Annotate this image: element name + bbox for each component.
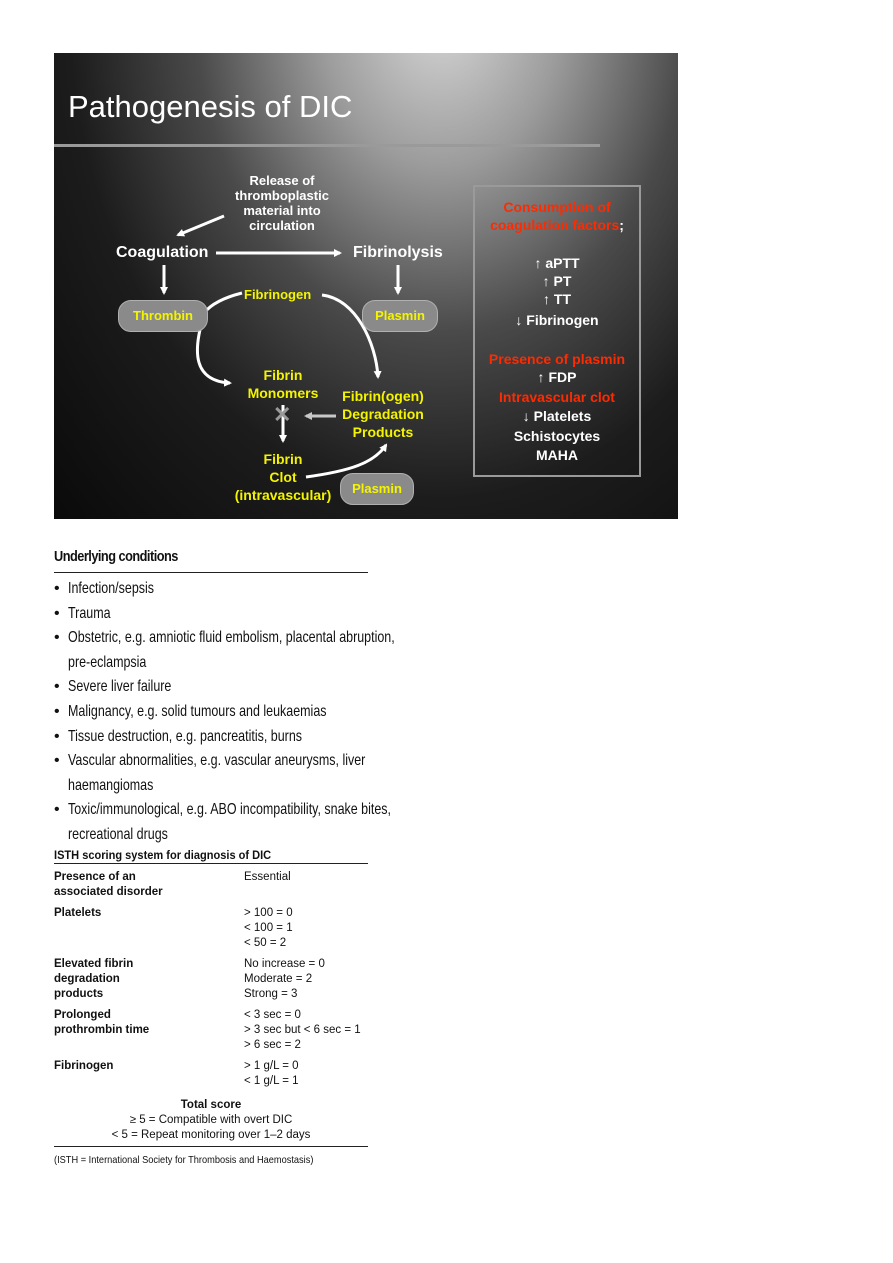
aptt-line: ↑ aPTT <box>534 255 580 271</box>
fibrinogen-label: Fibrinogen <box>244 287 312 302</box>
fibrinogen-line: ↓ Fibrinogen <box>515 312 599 328</box>
list-item: • Trauma <box>54 602 368 627</box>
coagulation-label: Coagulation <box>116 244 209 261</box>
plasmin-pill-bottom: Plasmin <box>340 473 414 505</box>
tt-line: ↑ TT <box>543 291 571 307</box>
list-item: • Obstetric, e.g. amniotic fluid embolism, placental abruption, pre-eclampsia <box>54 626 368 675</box>
release-label: Release of thromboplastic material into circulation <box>235 173 329 233</box>
plasmin-pill-top: Plasmin <box>362 300 438 332</box>
arrow-fibrinogen-curve-left <box>204 293 242 313</box>
total-score: Total score ≥ 5 = Compatible with overt DIC < 5 = Repeat monitoring over 1–2 days <box>111 1099 311 1141</box>
isth-scoring-table: ISTH scoring system for diagnosis of DIC Presence of an associated disorder Essential Platelets > 100 = 0 < 100 = 1 < 50 = 2 Elevated fibrin degradation products No increase = 0 Moderate = 2 Strong = 3 Prolonged prothrombin time < 3 sec = 0 > 3 sec but < 6 sec = 1 > 6 sec = 2 Fibrinogen > 1 g/L = 0 < 1 g/L = 1 Total score ≥ 5 = Compatible with overt DIC < 5 = Repeat monitoring over 1–2 days (ISTH = International Society for Thrombosis and Haemostasis) <box>54 848 368 864</box>
consumption-line-2: coagulation factors; <box>490 217 624 233</box>
list-item: • Severe liver failure <box>54 675 368 700</box>
fibrin-clot-label: Fibrin Clot (intravascular) <box>234 451 332 503</box>
list-item: • Infection/sepsis <box>54 577 368 602</box>
consumption-line-1: Consumption of <box>503 199 611 215</box>
isth-divider <box>54 863 368 864</box>
fibrinolysis-label: Fibrinolysis <box>353 244 443 261</box>
presence-plasmin-line: Presence of plasmin <box>488 351 626 367</box>
isth-bottom-divider <box>54 1146 368 1147</box>
fdp-line: ↑ FDP <box>537 369 577 385</box>
intravascular-clot-line: Intravascular clot <box>499 389 615 405</box>
schistocytes-line: Schistocytes <box>513 428 601 444</box>
list-item: • Toxic/immunological, e.g. ABO incompatibility, snake bites, recreational drugs <box>54 798 368 847</box>
summary-box <box>473 185 641 477</box>
conditions-list <box>54 577 395 848</box>
arrow-release-to-coagulation <box>178 216 224 235</box>
slide-title: Pathogenesis of DIC <box>68 89 353 124</box>
fdp-label: Fibrin(ogen) Degradation Products <box>342 388 424 440</box>
list-item: • Malignancy, e.g. solid tumours and leukaemias <box>54 700 368 725</box>
list-item: • Vascular abnormalities, e.g. vascular aneurysms, liver haemangiomas <box>54 749 368 798</box>
platelets-line: ↓ Platelets <box>522 408 592 424</box>
fibrin-monomers-label: Fibrin Monomers <box>247 367 319 401</box>
conditions-title: Underlying conditions <box>54 548 178 565</box>
isth-title: ISTH scoring system for diagnosis of DIC <box>54 848 272 862</box>
underlying-conditions-box <box>54 545 395 848</box>
list-item: • Tissue destruction, e.g. pancreatitis, burns <box>54 725 368 750</box>
pathogenesis-slide <box>54 53 678 519</box>
conditions-divider <box>54 572 368 573</box>
maha-line: MAHA <box>536 447 578 463</box>
pt-line: ↑ PT <box>542 273 572 289</box>
thrombin-pill: Thrombin <box>118 300 208 332</box>
block-x-mark: ✕ <box>273 402 292 427</box>
isth-footnote: (ISTH = International Society for Thrombosis and Haemostasis) <box>54 1154 314 1166</box>
